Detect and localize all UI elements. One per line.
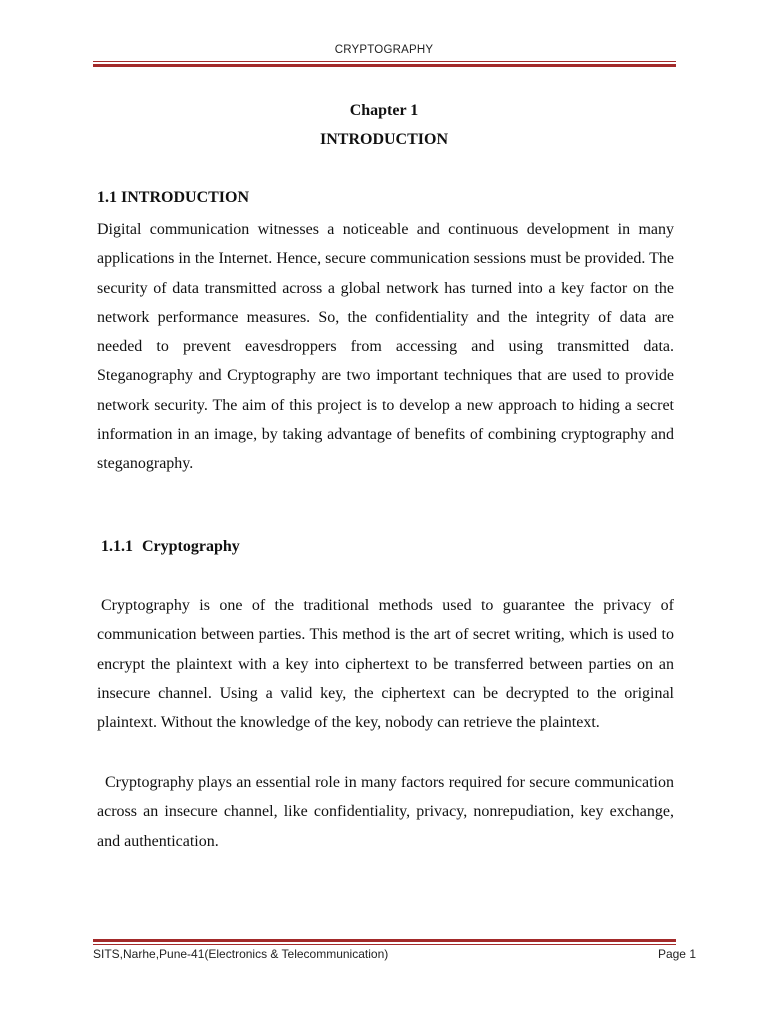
footer-institution: SITS,Narhe,Pune-41(Electronics & Telecommunication) (93, 947, 389, 961)
header-rule-thin (93, 61, 676, 62)
header-rule-thick (93, 64, 676, 67)
subsection-heading (101, 538, 240, 556)
footer-rule-thin (93, 944, 676, 945)
cryptography-paragraph-1: Cryptography is one of the traditional methods used to guarantee the privacy of communication between parties. This method is the art of secret writing, which is used to encrypt the plaintext with a key into ciphertext to be transferred between parties on an insecure channel. Using a valid key, the ciphertext can be decrypted to the original plaintext. Without the knowledge of the key, nobody can retrieve the plaintext. (97, 597, 674, 732)
chapter-label: Chapter 1 (349, 102, 419, 119)
subsection-number: 1.1.1 (101, 538, 133, 555)
footer-rule-thick (93, 939, 676, 942)
section-heading: 1.1 INTRODUCTION (97, 189, 250, 206)
running-header-title: CRYPTOGRAPHY (334, 44, 434, 56)
intro-paragraph: Digital communication witnesses a noticeable and continuous development in many applications in the Internet. Hence, secure communication sessions must be provided. The security of data transmitted across a global network has turned into a key factor on the network performance measures. So, the confidentiality and the integrity of data are needed to prevent eavesdroppers from accessing and using transmitted data. Steganography and Cryptography are two important techniques that are used to provide network security. The aim of this project is to develop a new approach to hiding a secret information in an image, by taking advantage of benefits of combining cryptography and steganography. (97, 221, 674, 473)
cryptography-paragraph-2: Cryptography plays an essential role in many factors required for secure communication across an insecure channel, like confidentiality, privacy, nonrepudiation, key exchange, and authentication. (97, 774, 674, 850)
page-number: Page 1 (657, 947, 696, 961)
chapter-title: INTRODUCTION (319, 131, 448, 148)
subsection-title: Cryptography (142, 538, 240, 555)
